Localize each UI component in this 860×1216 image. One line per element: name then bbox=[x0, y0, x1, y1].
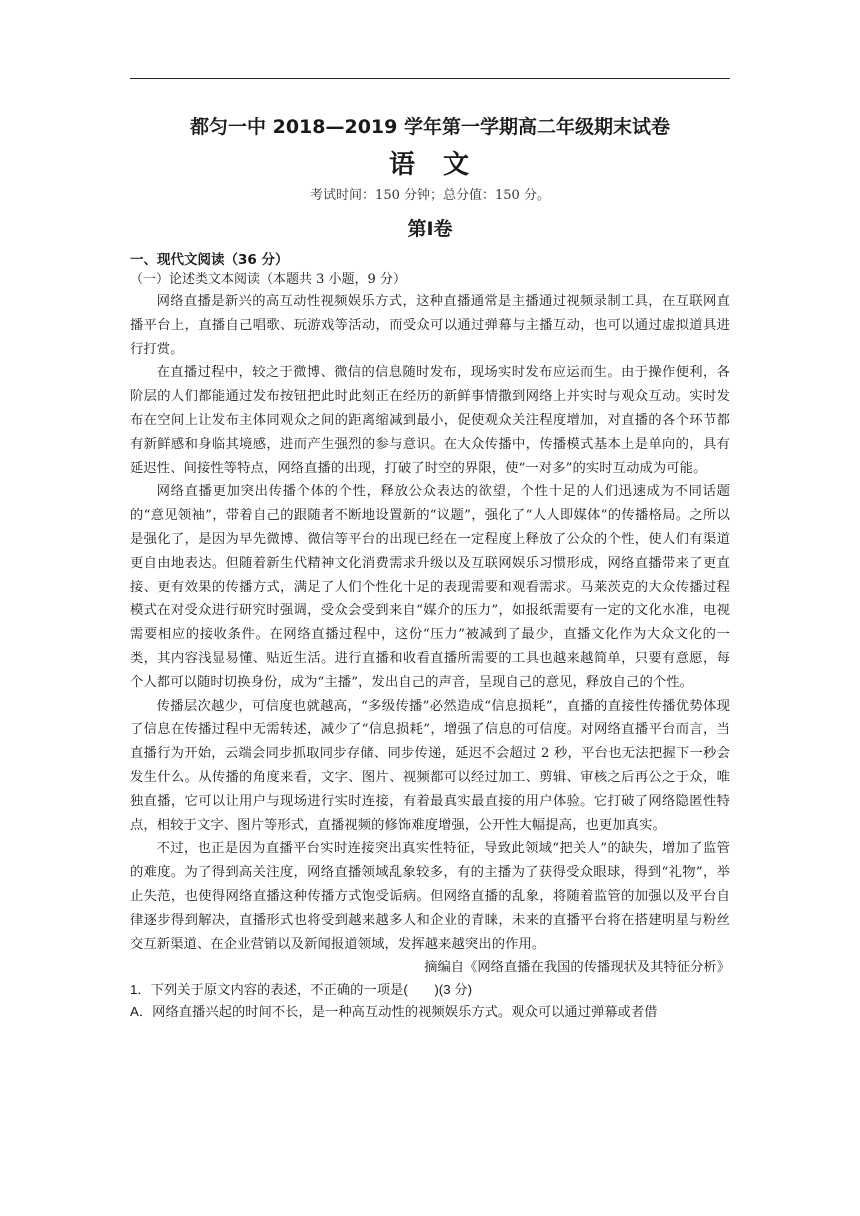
page-content bbox=[130, 114, 730, 1023]
question-1: 1．下列关于原文内容的表述，不正确的一项是( )(3 分) bbox=[130, 982, 473, 998]
passage-paragraph: 网络直播更加突出传播个体的个性，释放公众表达的欲望，个性十足的人们迅速成为不同话题的“意见领袖”，带着自己的跟随者不断地设置新的“议题”，强化了“人人即媒体”的传播格局。之所以是强化了，是因为早先微博、微信等平台的出现已经在一定程度上释放了公众的个性，使人们有渠道更自由地表达。但随着新生代精神文化消费需求升级以及互联网娱乐习惯形成，网络直播带来了更直接、更有效果的传播方式，满足了人们个性化十足的表现需要和观看需求。马莱茨克的大众传播过程模式在对受众进行研究时强调，受众会受到来自“媒介的压力”，如报纸需要有一定的文化水准，电视需要相应的接收条件。在网络直播过程中，这份“压力”被减到了最少，直播文化作为大众文化的一类，其内容浅显易懂、贴近生活。进行直播和收看直播所需要的工具也越来越简单，只要有意愿，每个人都可以随时切换身份，成为“主播”，发出自己的声音，呈现自己的意见，释放自己的个性。 bbox=[130, 484, 730, 690]
subsection-heading: （一）论述类文本阅读（本题共 3 小题，9 分） bbox=[130, 272, 406, 287]
exam-title: 都匀一中 2018—2019 学年第一学期高二年级期末试卷 bbox=[190, 116, 670, 138]
volume-title: 第Ⅰ卷 bbox=[407, 218, 453, 240]
passage-paragraph: 不过，也正是因为直播平台实时连接突出真实性特征，导致此领域“把关人”的缺失，增加了监管的难度。为了得到高关注度，网络直播领域乱象较多，有的主播为了获得受众眼球，得到“礼物”，举止失范，也使得网络直播这种传播方式饱受诟病。但网络直播的乱象，将随着监管的加强以及平台自律逐步得到解决，直播形式也将受到越来越多人和企业的青睐，未来的直播平台将在搭建明星与粉丝交互新渠道、在企业营销以及新闻报道领域，发挥越来越突出的作用。 bbox=[130, 841, 730, 952]
header-rule bbox=[130, 78, 730, 79]
passage-source: 摘编自《网络直播在我国的传播现状及其特征分析》 bbox=[424, 960, 730, 976]
passage-paragraph: 网络直播是新兴的高互动性视频娱乐方式，这种直播通常是主播通过视频录制工具，在互联网直播平台上，直播自己唱歌、玩游戏等活动，而受众可以通过弹幕与主播互动，也可以通过虚拟道具进行打赏。 bbox=[130, 294, 730, 357]
exam-info: 考试时间：150 分钟；总分值：150 分。 bbox=[310, 188, 550, 203]
subject-char-1: 语 bbox=[388, 150, 417, 180]
section-heading: 一、现代文阅读（36 分） bbox=[130, 252, 289, 268]
subject-title bbox=[130, 148, 730, 182]
question-1-option-a: A．网络直播兴起的时间不长，是一种高互动性的视频娱乐方式。观众可以通过弹幕或者借 bbox=[130, 1004, 658, 1020]
passage-paragraph: 传播层次越少，可信度也就越高，“多级传播”必然造成“信息损耗”，直播的直接性传播优势体现了信息在传播过程中无需转述，减少了“信息损耗”，增强了信息的可信度。对网络直播平台而言，当直播行为开始，云端会同步抓取同步存储、同步传递，延迟不会超过 2 秒，平台也无法把握下一秒会发生什么。从传播的角度来看，文字、图片、视频都可以经过加工、剪辑、审核之后再公之于众，唯独直播，它可以让用户与现场进行实时连接，有着最真实最直接的用户体验。它打破了网络隐匿性特点，相较于文字、图片等形式，直播视频的修饰难度增强，公开性大幅提高，也更加真实。 bbox=[130, 698, 730, 833]
passage-paragraph: 在直播过程中，较之于微博、微信的信息随时发布，现场实时发布应运而生。由于操作便利，各阶层的人们都能通过发布按钮把此时此刻正在经历的新鲜事情撒到网络上并实时与观众互动。实时发布在空间上让发布主体同观众之间的距离缩减到最小，促使观众关注程度增加，对直播的各个环节都有新鲜感和身临其境感，进而产生强烈的参与意识。在大众传播中，传播模式基本上是单向的，具有延迟性、间接性等特点，网络直播的出现，打破了时空的界限，使“一对多”的实时互动成为可能。 bbox=[130, 365, 730, 476]
subject-char-2: 文 bbox=[443, 150, 472, 180]
